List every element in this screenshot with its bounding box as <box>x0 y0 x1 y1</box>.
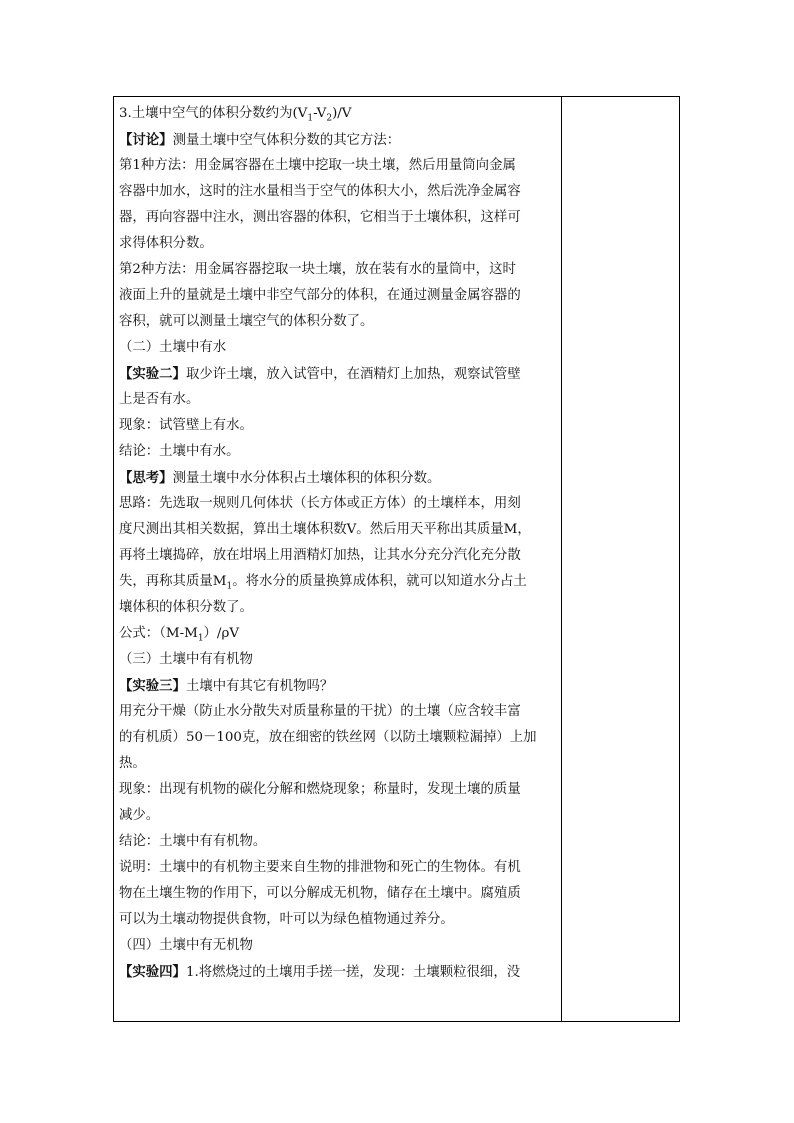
text-run: 结论：土壤中有水。 <box>119 444 240 459</box>
text-run: 第2种方法：用金属容器挖取一块土壤，放在装有水的量筒中，这时 <box>119 262 516 277</box>
text-run: 容器中加水，这时的注水量相当于空气的体积大小，然后洗净金属容 <box>119 184 521 199</box>
text-run: 物在土壤生物的作用下，可以分解成无机物，储存在土壤中。腐殖质 <box>119 886 521 901</box>
text-line <box>119 465 556 491</box>
text-line <box>119 491 556 517</box>
text-run: 上是否有水。 <box>119 392 200 407</box>
text-line <box>119 517 556 543</box>
text-line <box>119 283 556 309</box>
text-line <box>119 413 556 439</box>
subscript: 1 <box>307 113 314 124</box>
text-line <box>119 569 556 595</box>
subscript: 2 <box>326 113 333 124</box>
lesson-table <box>113 96 680 1022</box>
text-line <box>119 673 556 699</box>
text-line <box>119 933 556 959</box>
text-line <box>119 907 556 933</box>
text-run: 减少。 <box>119 808 160 823</box>
text-run: 说明：土壤中的有机物主要来自生物的排泄物和死亡的生物体。有机 <box>119 860 521 875</box>
text-run: 失，再称其质量M <box>119 574 227 589</box>
text-run: 测量土壤中空气体积分数的其它方法： <box>172 133 401 148</box>
bold-heading: 【思考】 <box>119 470 173 486</box>
text-run: 思路：先选取一规则几何体状（长方体或正方体）的土壤样本，用刻 <box>119 496 521 511</box>
text-run: （二）土壤中有水 <box>119 340 227 355</box>
text-run: )/V <box>332 106 352 121</box>
text-run: ）/ρV <box>203 626 239 641</box>
text-line <box>119 699 556 725</box>
text-line <box>119 257 556 283</box>
subscript: 1 <box>197 633 204 644</box>
text-line <box>119 881 556 907</box>
text-line <box>119 959 556 985</box>
text-run: 。将水分的质量换算成体积，就可以知道水分占土 <box>232 574 527 589</box>
content-cell <box>119 101 556 1019</box>
text-line <box>119 439 556 465</box>
text-line <box>119 127 556 153</box>
bold-heading: 【实验四】 <box>119 964 186 980</box>
text-run: 容积，就可以测量土壤空气的体积分数了。 <box>119 314 374 329</box>
text-run: 的有机质）50－100克，放在细密的铁丝网（以防土壤颗粒漏掉）上加 <box>119 730 537 745</box>
text-run: 现象：出现有机物的碳化分解和燃烧现象；称量时，发现土壤的质量 <box>119 782 521 797</box>
text-run: 器，再向容器中注水，测出容器的体积，它相当于土壤体积，这样可 <box>119 210 521 225</box>
text-run: 公式：（M-M <box>119 626 198 641</box>
text-run: （四）土壤中有无机物 <box>119 938 253 953</box>
text-line <box>119 543 556 569</box>
text-line <box>119 153 556 179</box>
text-line <box>119 777 556 803</box>
text-run: -V <box>313 106 327 121</box>
text-run: 测量土壤中水分体积占土壤体积的体积分数。 <box>172 471 441 486</box>
text-line <box>119 829 556 855</box>
text-line <box>119 647 556 673</box>
text-run: （三）土壤中有有机物 <box>119 652 253 667</box>
subscript: 1 <box>226 581 233 592</box>
text-line <box>119 387 556 413</box>
text-line <box>119 803 556 829</box>
text-line <box>119 361 556 387</box>
text-line <box>119 725 556 751</box>
text-line <box>119 205 556 231</box>
text-run: 现象：试管壁上有水。 <box>119 418 253 433</box>
text-run: 再将土壤捣碎，放在坩埚上用酒精灯加热，让其水分充分汽化充分散 <box>119 548 521 563</box>
text-run: 1.将燃烧过的土壤用手搓一搓，发现：土壤颗粒很细，没 <box>185 965 521 980</box>
bold-heading: 【实验二】 <box>119 366 186 382</box>
text-line <box>119 309 556 335</box>
text-run: 取少许土壤，放入试管中，在酒精灯上加热，观察试管壁 <box>185 367 521 382</box>
text-run: 度尺测出其相关数据，算出土壤体积数V。然后用天平称出其质量M， <box>119 522 531 537</box>
text-line <box>119 751 556 777</box>
text-run: 土壤中有其它有机物吗？ <box>185 679 334 694</box>
text-line <box>119 855 556 881</box>
text-line <box>119 335 556 361</box>
bold-heading: 【实验三】 <box>119 678 186 694</box>
text-run: 热。 <box>119 756 146 771</box>
text-line <box>119 101 556 127</box>
text-run: 求得体积分数。 <box>119 236 213 251</box>
text-run: 第1种方法：用金属容器在土壤中挖取一块土壤，然后用量筒向金属 <box>119 158 516 173</box>
text-run: 壤体积的体积分数了。 <box>119 600 253 615</box>
text-run: 3.土壤中空气的体积分数约为(V <box>119 106 308 121</box>
text-run: 结论：土壤中有有机物。 <box>119 834 267 849</box>
text-line <box>119 179 556 205</box>
bold-heading: 【讨论】 <box>119 132 173 148</box>
text-line <box>119 231 556 257</box>
text-run: 液面上升的量就是土壤中非空气部分的体积，在通过测量金属容器的 <box>119 288 521 303</box>
text-line <box>119 595 556 621</box>
text-line <box>119 621 556 647</box>
text-run: 用充分干燥（防止水分散失对质量称量的干扰）的土壤（应含较丰富 <box>119 704 521 719</box>
notes-cell <box>562 97 679 1021</box>
text-run: 可以为土壤动物提供食物，叶可以为绿色植物通过养分。 <box>119 912 454 927</box>
